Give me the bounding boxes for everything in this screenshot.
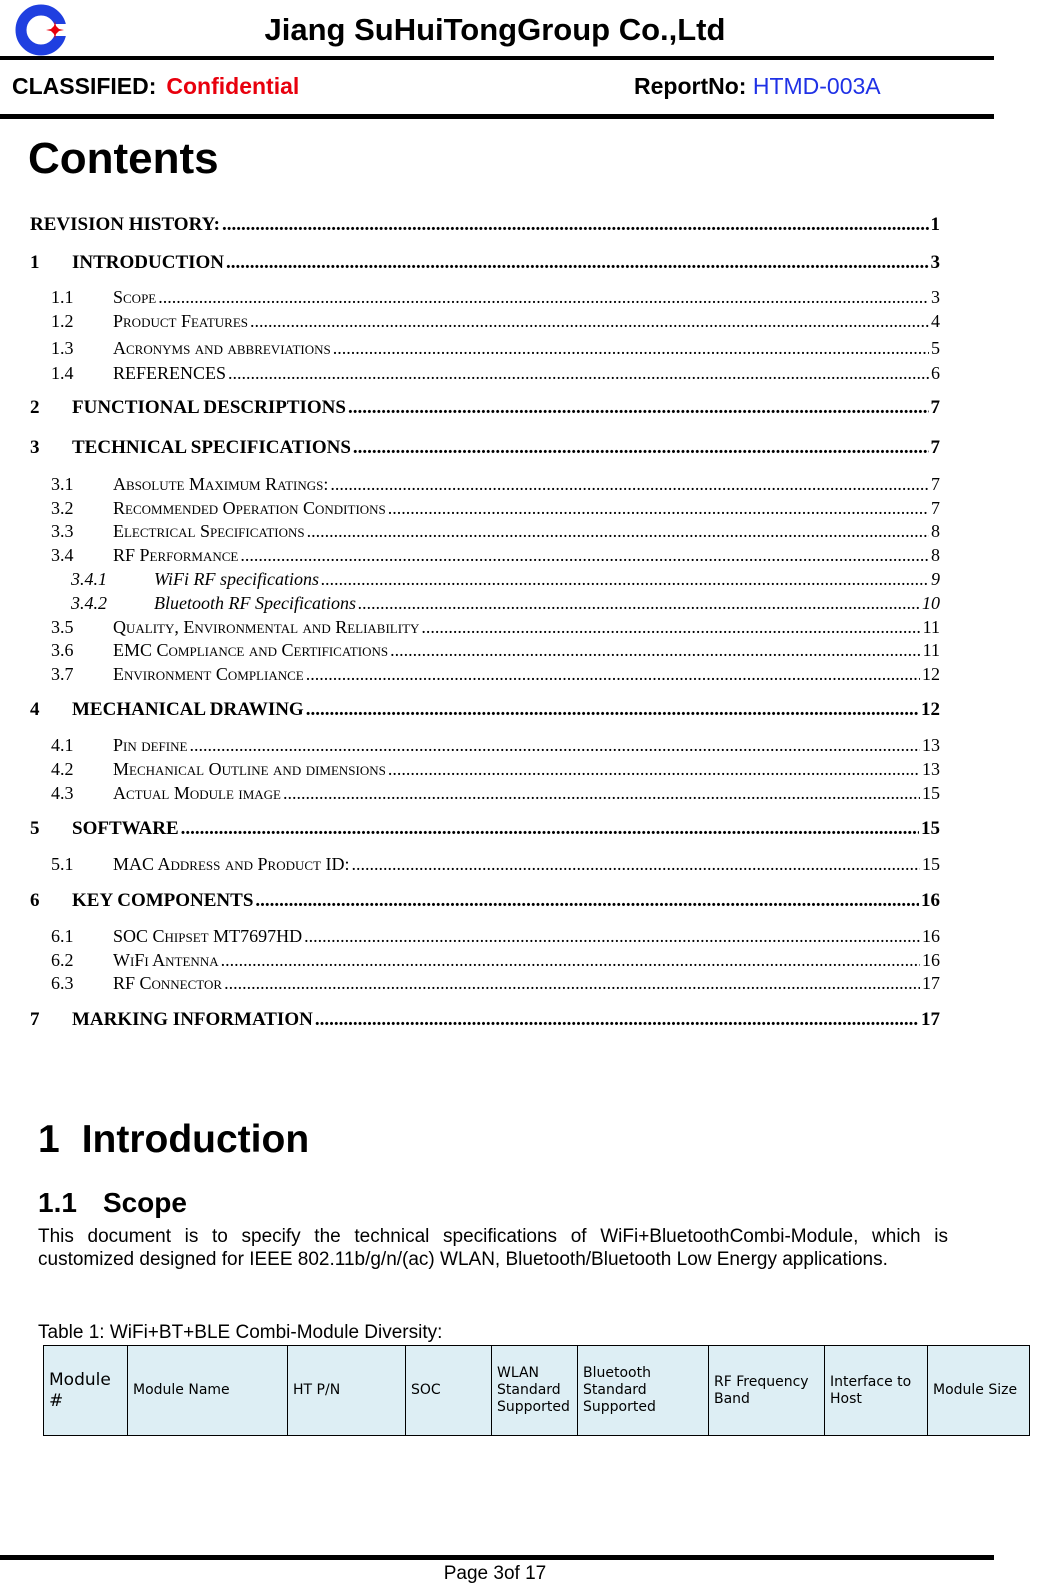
- toc-title: RF Performance: [113, 545, 239, 565]
- toc-leader: [353, 437, 929, 459]
- toc-page: 7: [930, 437, 940, 458]
- header-cell-rf-frequency-band: RF Frequency Band: [709, 1346, 825, 1436]
- table-caption: Table 1: WiFi+BT+BLE Combi-Module Diversity:: [38, 1322, 443, 1343]
- toc-page: 4: [931, 311, 940, 331]
- toc-num: 3: [30, 437, 40, 458]
- toc-title: REVISION HISTORY:: [30, 214, 220, 235]
- toc-page: 16: [922, 950, 940, 970]
- toc-leader: [181, 818, 919, 840]
- toc-entry-1-2[interactable]: [51, 311, 940, 332]
- toc-title: WiFi RF specifications: [154, 569, 319, 589]
- scope-paragraph: This document is to specify the technical specifications of WiFi+BluetoothCombi-Module, which is customized designed for IEEE 802.11b/g/n/(ac) WLAN, Bluetooth/Bluetooth Low Energy applications.: [38, 1226, 948, 1270]
- toc-num: 1.2: [51, 311, 74, 331]
- toc-entry-3-5[interactable]: [51, 617, 940, 638]
- toc-page: 7: [930, 397, 940, 418]
- toc-title: SOC Chipset MT7697HD: [113, 926, 303, 946]
- toc-title: Quality, Environmental and Reliability: [113, 617, 420, 637]
- toc-title: MARKING INFORMATION: [72, 1009, 313, 1030]
- toc-page: 12: [922, 664, 940, 684]
- toc-page: 8: [931, 545, 940, 565]
- toc-entry-3-4-2[interactable]: [71, 593, 940, 614]
- toc-leader: [330, 474, 929, 495]
- toc-num: 3.3: [51, 521, 74, 541]
- toc-page: 11: [922, 617, 940, 637]
- toc-num: 6.2: [51, 950, 74, 970]
- toc-num: 1.1: [51, 287, 74, 307]
- toc-page: 9: [931, 569, 940, 589]
- toc-page: 16: [922, 926, 940, 946]
- header-cell-module-name: Module Name: [128, 1346, 288, 1436]
- toc-page: 17: [922, 973, 940, 993]
- toc-entry-4-2[interactable]: [51, 759, 940, 780]
- toc-title: Scope: [113, 287, 157, 307]
- module-diversity-table: [43, 1345, 1030, 1436]
- section-title: Introduction: [81, 1118, 310, 1161]
- toc-leader: [283, 783, 920, 804]
- toc-entry-3[interactable]: [30, 437, 940, 459]
- toc-leader: [388, 498, 929, 519]
- toc-num: 3.2: [51, 498, 74, 518]
- toc-leader: [158, 287, 929, 308]
- toc-page: 15: [922, 783, 940, 803]
- toc-page: 12: [921, 699, 940, 720]
- toc-title: FUNCTIONAL DESCRIPTIONS: [72, 397, 346, 418]
- subsection-heading: [38, 1187, 187, 1219]
- toc-num: 3.4: [51, 545, 74, 565]
- toc-entry-1[interactable]: [30, 252, 940, 274]
- toc-title: Pin define: [113, 735, 188, 755]
- toc-leader: [221, 950, 920, 971]
- toc-entry-3-1[interactable]: [51, 474, 940, 495]
- toc-leader: [228, 363, 929, 384]
- toc-entry-7[interactable]: [30, 1009, 940, 1031]
- toc-title: INTRODUCTION: [72, 252, 225, 273]
- toc-title: MAC Address and Product ID:: [113, 854, 350, 874]
- toc-num: 7: [30, 1009, 40, 1030]
- toc-title: Mechanical Outline and dimensions: [113, 759, 386, 779]
- toc-num: 4.2: [51, 759, 74, 779]
- toc-title: Bluetooth RF Specifications: [154, 593, 356, 613]
- toc-page: 7: [931, 474, 940, 494]
- toc-title: TECHNICAL SPECIFICATIONS: [72, 437, 351, 458]
- toc-page: 6: [931, 363, 940, 383]
- toc-entry-4[interactable]: [30, 699, 940, 721]
- toc-num: 4.3: [51, 783, 74, 803]
- toc-num: 3.1: [51, 474, 74, 494]
- toc-num: 6.3: [51, 973, 74, 993]
- toc-leader: [222, 214, 929, 236]
- toc-entry-6-1[interactable]: [51, 926, 940, 947]
- toc-title: Acronyms and abbreviations: [113, 338, 331, 358]
- toc-title: Actual Module image: [113, 783, 281, 803]
- toc-page: 1: [930, 214, 940, 235]
- toc-num: 4.1: [51, 735, 74, 755]
- toc-title: RF Connector: [113, 973, 223, 993]
- toc-title: MECHANICAL DRAWING: [72, 699, 304, 720]
- toc-page: 16: [921, 890, 940, 911]
- toc-leader: [315, 1009, 919, 1031]
- toc-entry-3-2[interactable]: [51, 498, 940, 519]
- toc-leader: [307, 521, 929, 542]
- toc-num: 1: [30, 252, 40, 273]
- toc-num: 3.5: [51, 617, 74, 637]
- toc-num: 1.4: [51, 363, 74, 383]
- classified-value: Confidential: [166, 73, 300, 99]
- toc-title: KEY COMPONENTS: [72, 890, 254, 911]
- toc-page: 15: [921, 818, 940, 839]
- toc-page: 8: [931, 521, 940, 541]
- toc-num: 2: [30, 397, 40, 418]
- toc-entry-3-3[interactable]: [51, 521, 940, 542]
- toc-num: 5: [30, 818, 40, 839]
- toc-leader: [224, 973, 920, 994]
- toc-leader: [390, 640, 921, 661]
- header-cell-interface-to-host: Interface to Host: [825, 1346, 928, 1436]
- header-cell-wlan-standard: WLAN Standard Supported: [492, 1346, 578, 1436]
- report-value: HTMD-003A: [752, 73, 881, 99]
- toc-entry-6-3[interactable]: [51, 973, 940, 994]
- toc-page: 3: [930, 252, 940, 273]
- toc-entry-5-1[interactable]: [51, 854, 940, 875]
- toc-leader: [306, 699, 919, 721]
- toc-entry-4-1[interactable]: [51, 735, 940, 756]
- section-number: 1: [38, 1118, 60, 1161]
- report-label: ReportNo:: [634, 73, 747, 99]
- toc-leader: [358, 593, 920, 614]
- toc-title: Absolute Maximum Ratings:: [113, 474, 329, 494]
- toc-page: 5: [931, 338, 940, 358]
- toc-entry-1-4[interactable]: [51, 363, 940, 384]
- toc-entry-1-1[interactable]: [51, 287, 940, 308]
- toc-entry-revision-history[interactable]: [30, 214, 940, 236]
- toc-entry-5[interactable]: [30, 818, 940, 840]
- toc-entry-6-2[interactable]: [51, 950, 940, 971]
- toc-leader: [306, 664, 920, 685]
- toc-title: Recommended Operation Conditions: [113, 498, 386, 518]
- toc-num: 3.6: [51, 640, 74, 660]
- toc-page: 10: [922, 593, 940, 613]
- toc-page: 13: [922, 759, 940, 779]
- toc-entry-3-4[interactable]: [51, 545, 940, 566]
- contents-title: Contents: [28, 134, 219, 183]
- toc-num: 6: [30, 890, 40, 911]
- toc-page: 11: [922, 640, 940, 660]
- toc-entry-3-4-1[interactable]: [71, 569, 940, 590]
- toc-leader: [226, 252, 928, 274]
- toc-title: SOFTWARE: [72, 818, 179, 839]
- toc-leader: [250, 311, 929, 332]
- subsection-number: 1.1: [38, 1187, 77, 1218]
- toc-title: EMC Compliance and Certifications: [113, 640, 389, 660]
- header-cell-bluetooth-standard: Bluetooth Standard Supported: [578, 1346, 709, 1436]
- toc-num: 3.4.1: [71, 569, 107, 589]
- header-cell-ht-pn: HT P/N: [288, 1346, 406, 1436]
- toc-leader: [348, 397, 929, 419]
- toc-title: REFERENCES: [113, 363, 227, 383]
- toc-leader: [304, 926, 920, 947]
- toc-num: 3.4.2: [71, 593, 107, 613]
- toc-leader: [189, 735, 920, 756]
- header-cell-module-number: Module #: [44, 1346, 128, 1436]
- toc-num: 5.1: [51, 854, 74, 874]
- toc-num: 3.7: [51, 664, 74, 684]
- toc-leader: [421, 617, 920, 638]
- toc-title: Product Features: [113, 311, 249, 331]
- toc-entry-1-3[interactable]: [51, 338, 940, 359]
- toc-title: WiFi Antenna: [113, 950, 219, 970]
- toc-title: Environment Compliance: [113, 664, 304, 684]
- toc-entry-4-3[interactable]: [51, 783, 940, 804]
- toc-num: 4: [30, 699, 40, 720]
- toc-page: 13: [922, 735, 940, 755]
- toc-entry-3-6[interactable]: [51, 640, 940, 661]
- classified-label-text: CLASSIFIED:: [12, 73, 157, 99]
- header-cell-soc: SOC: [406, 1346, 492, 1436]
- toc-leader: [255, 890, 919, 912]
- toc-page: 15: [922, 854, 940, 874]
- toc-page: 7: [931, 498, 940, 518]
- toc-num: 6.1: [51, 926, 74, 946]
- toc-entry-3-7[interactable]: [51, 664, 940, 685]
- toc-leader: [321, 569, 929, 590]
- toc-page: 3: [931, 287, 940, 307]
- toc-leader: [388, 759, 920, 780]
- header-cell-module-size: Module Size: [928, 1346, 1030, 1436]
- table-header-row: [44, 1346, 1030, 1436]
- page-number: Page 3of 17: [443, 1563, 547, 1584]
- toc-entry-6[interactable]: [30, 890, 940, 912]
- company-name: Jiang SuHuiTongGroup Co.,Ltd: [264, 12, 726, 47]
- toc-leader: [351, 854, 920, 875]
- toc-page: 17: [921, 1009, 940, 1030]
- toc-title: Electrical Specifications: [113, 521, 305, 541]
- toc-leader: [240, 545, 929, 566]
- toc-entry-2[interactable]: [30, 397, 940, 419]
- toc-num: 1.3: [51, 338, 74, 358]
- subsection-title: Scope: [102, 1187, 187, 1218]
- toc-leader: [333, 338, 929, 359]
- section-heading: [38, 1118, 309, 1162]
- footer-rule: [0, 1555, 994, 1560]
